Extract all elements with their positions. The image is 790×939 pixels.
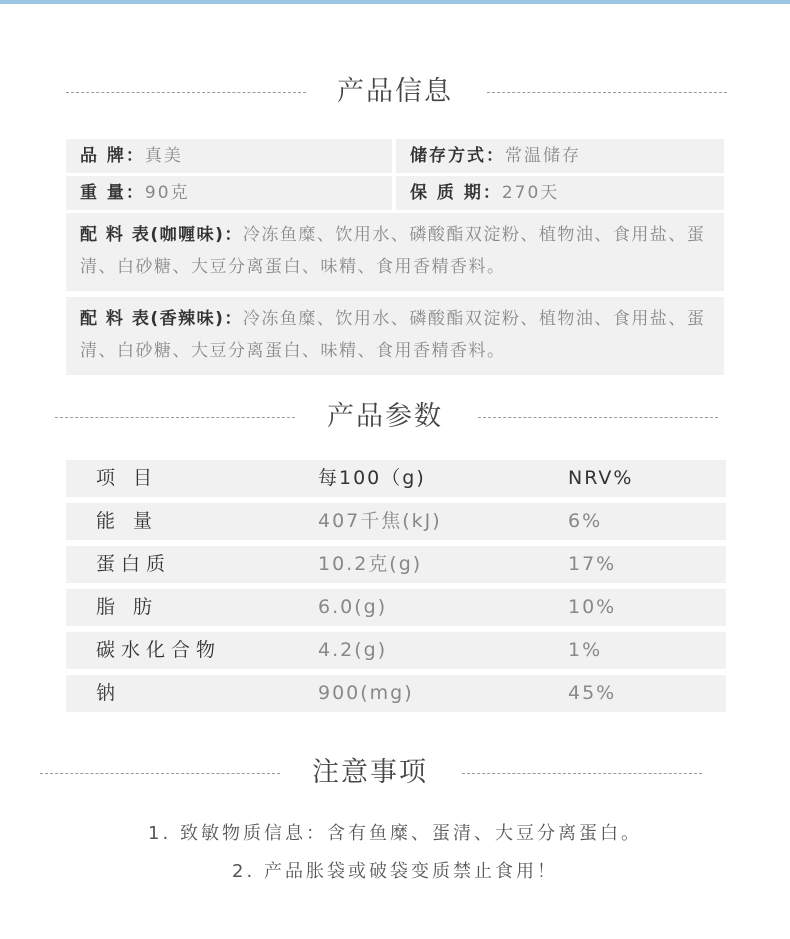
brand-value: 真美 — [144, 146, 183, 166]
weight-cell — [66, 176, 392, 210]
row-amount: 407千焦(kJ) — [318, 510, 442, 532]
shelf-life-cell — [396, 176, 724, 210]
notes-heading — [0, 753, 790, 793]
header-nrv: NRV% — [568, 467, 634, 489]
row-nrv: 10% — [568, 596, 617, 618]
top-accent-bar — [0, 0, 790, 4]
row-nrv: 1% — [568, 639, 603, 661]
nutrition-row-protein — [66, 546, 726, 583]
row-amount: 900(mg) — [318, 682, 414, 704]
shelf-life-label: 保 质 期： — [410, 183, 502, 203]
ingredients-curry-label: 配 料 表(咖喱味)： — [80, 225, 243, 245]
dashed-divider-left — [66, 92, 306, 93]
brand-cell — [66, 139, 392, 173]
nutrition-row-energy — [66, 503, 726, 540]
dashed-divider-left — [40, 773, 280, 774]
storage-value: 常温储存 — [505, 146, 581, 166]
row-name: 脂 肪 — [96, 596, 159, 618]
section-title-text: 产品信息 — [337, 76, 453, 107]
weight-value: 90克 — [144, 183, 190, 203]
note-spoilage: 2. 产品胀袋或破袋变质禁止食用！ — [232, 861, 558, 882]
dashed-divider-right — [478, 417, 718, 418]
row-nrv: 17% — [568, 553, 617, 575]
nutrition-row-sodium — [66, 675, 726, 712]
product-params-heading — [0, 397, 790, 437]
ingredients-spicy-value: 冷冻鱼糜、饮用水、磷酸酯双淀粉、植物油、食用盐、蛋清、白砂糖、大豆分离蛋白、味精、食用香精香料。 — [80, 309, 706, 361]
dashed-divider-right — [487, 92, 727, 93]
nutrition-header-row — [66, 460, 726, 497]
brand-label: 品 牌： — [80, 146, 145, 166]
row-name: 蛋白质 — [96, 553, 172, 575]
ingredients-curry-value: 冷冻鱼糜、饮用水、磷酸酯双淀粉、植物油、食用盐、蛋清、白砂糖、大豆分离蛋白、味精、食用香精香料。 — [80, 225, 706, 277]
product-info-heading — [0, 72, 790, 112]
dashed-divider-left — [55, 417, 295, 418]
nutrition-row-carbs — [66, 632, 726, 669]
nutrition-row-fat — [66, 589, 726, 626]
ingredients-spicy — [66, 297, 724, 375]
row-nrv: 45% — [568, 682, 617, 704]
ingredients-curry — [66, 213, 724, 291]
row-name: 碳水化合物 — [96, 639, 222, 661]
ingredients-spicy-label: 配 料 表(香辣味)： — [80, 309, 243, 329]
row-name: 钠 — [96, 682, 122, 704]
section-title-text: 注意事项 — [312, 757, 428, 788]
row-name: 能 量 — [96, 510, 159, 532]
row-amount: 10.2克(g) — [318, 553, 423, 575]
row-amount: 6.0(g) — [318, 596, 388, 618]
row-amount: 4.2(g) — [318, 639, 388, 661]
storage-cell — [396, 139, 724, 173]
header-per-100g: 每100（g) — [318, 467, 426, 489]
storage-label: 储存方式： — [410, 146, 505, 166]
section-title-text: 产品参数 — [327, 401, 443, 432]
weight-label: 重 量： — [80, 183, 145, 203]
dashed-divider-right — [462, 773, 702, 774]
row-nrv: 6% — [568, 510, 603, 532]
note-allergen: 1. 致敏物质信息：含有鱼糜、蛋清、大豆分离蛋白。 — [148, 823, 642, 844]
header-item: 项 目 — [96, 467, 159, 489]
shelf-life-value: 270天 — [501, 183, 560, 203]
